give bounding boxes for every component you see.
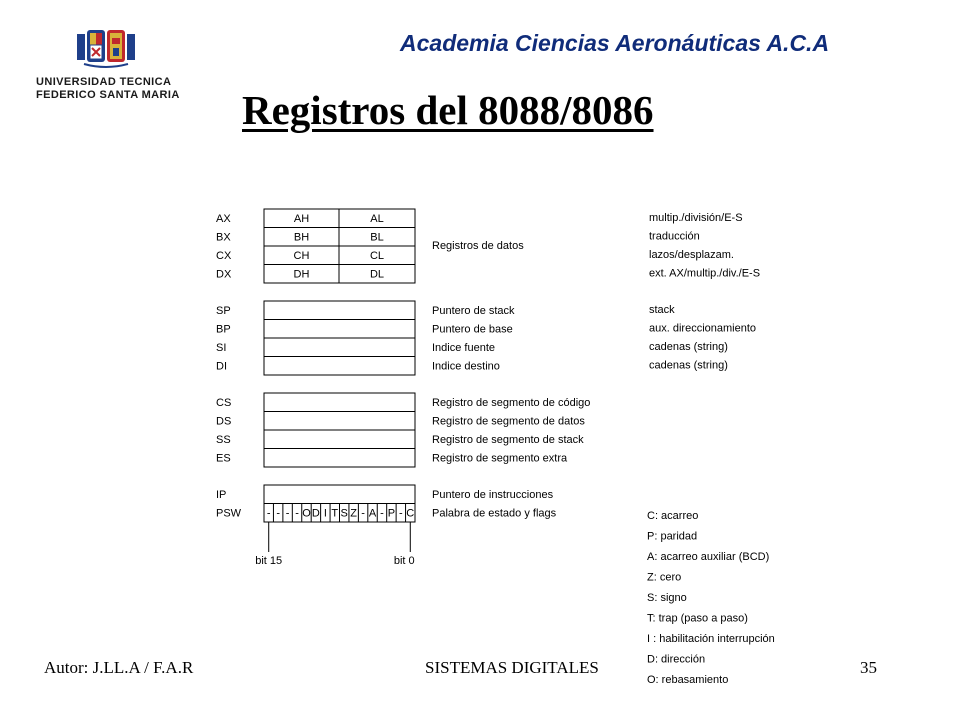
flag-legend-item: P: paridad bbox=[647, 530, 698, 543]
register-use: aux. direccionamiento bbox=[649, 322, 757, 335]
register-low-byte: AL bbox=[370, 213, 384, 225]
psw-bit-label: S bbox=[340, 507, 348, 520]
register-description: Registro de segmento de datos bbox=[432, 415, 585, 428]
psw-bit-label: Z bbox=[350, 507, 358, 520]
flag-legend-item: O: rebasamiento bbox=[647, 674, 729, 686]
flag-legend-item: S: signo bbox=[647, 592, 687, 604]
footer-page-number: 35 bbox=[860, 658, 877, 677]
flag-legend-item: Z: cero bbox=[647, 571, 682, 584]
register-high-byte: AH bbox=[293, 213, 310, 225]
register-use: stack bbox=[649, 304, 675, 316]
bit15-label: bit 15 bbox=[255, 555, 283, 567]
psw-bit-label: D bbox=[311, 507, 320, 520]
psw-bit-label: C bbox=[406, 507, 415, 520]
flag-legend-item: T: trap (paso a paso) bbox=[647, 612, 748, 625]
register-description: Registro de segmento de stack bbox=[432, 434, 584, 446]
footer-author: Autor: J.LL.A / F.A.R bbox=[44, 658, 194, 677]
register-low-byte: CL bbox=[369, 250, 385, 262]
register-name: BX bbox=[216, 231, 231, 244]
psw-bit-label: A bbox=[368, 507, 377, 520]
register-high-byte: DH bbox=[293, 268, 310, 281]
data-registers-label: Registros de datos bbox=[432, 240, 524, 252]
psw-bit-label: I bbox=[323, 507, 327, 520]
register-name: SP bbox=[216, 305, 231, 317]
register-name: SS bbox=[216, 434, 231, 446]
psw-bit-label: - bbox=[276, 507, 280, 520]
register-name: PSW bbox=[216, 507, 242, 520]
register-description: Registro de segmento de código bbox=[432, 397, 591, 409]
register-use: traducción bbox=[649, 230, 700, 243]
register-name: AX bbox=[216, 213, 231, 225]
register-name: ES bbox=[216, 452, 231, 465]
psw-bit-label: T bbox=[331, 507, 339, 520]
register-name: CS bbox=[216, 397, 232, 409]
flag-legend-item: A: acarreo auxiliar (BCD) bbox=[647, 551, 770, 563]
footer-course: SISTEMAS DIGITALES bbox=[425, 658, 599, 677]
register-name: DS bbox=[216, 415, 232, 428]
psw-bit-label: - bbox=[380, 507, 384, 520]
register-description: Puntero de stack bbox=[432, 305, 515, 317]
flag-legend-item: I : habilitación interrupción bbox=[647, 633, 775, 645]
register-name: DX bbox=[216, 268, 232, 281]
register-description: Indice destino bbox=[432, 360, 500, 373]
university-name-line2: FEDERICO SANTA MARIA bbox=[36, 89, 180, 101]
register-low-byte: DL bbox=[369, 268, 385, 281]
register-low-byte: BL bbox=[370, 231, 384, 244]
register-grid bbox=[264, 209, 415, 552]
register-name: DI bbox=[216, 360, 227, 373]
psw-bit-label: - bbox=[285, 507, 290, 520]
register-use: lazos/desplazam. bbox=[649, 249, 734, 261]
register-name: SI bbox=[216, 342, 227, 354]
register-name: BP bbox=[216, 323, 231, 336]
register-description: Puntero de instrucciones bbox=[432, 489, 554, 501]
slide-title: Registros del 8088/8086 bbox=[242, 87, 654, 133]
psw-bit-label: - bbox=[361, 507, 365, 520]
psw-bit-label: O bbox=[302, 507, 311, 520]
flag-legend-item: D: dirección bbox=[647, 653, 706, 666]
register-use: multip./división/E-S bbox=[649, 212, 743, 224]
register-description: Indice fuente bbox=[432, 342, 495, 354]
register-name: IP bbox=[216, 489, 227, 501]
register-name: CX bbox=[216, 250, 232, 262]
register-high-byte: BH bbox=[293, 231, 310, 244]
psw-bit-label: - bbox=[399, 507, 403, 520]
bit0-label: bit 0 bbox=[393, 555, 415, 567]
register-use: cadenas (string) bbox=[649, 359, 728, 372]
register-description: Registro de segmento extra bbox=[432, 452, 568, 465]
register-description: Puntero de base bbox=[432, 323, 513, 336]
university-name-line1: UNIVERSIDAD TECNICA bbox=[36, 76, 172, 88]
register-use: cadenas (string) bbox=[649, 341, 728, 353]
flag-legend-item: C: acarreo bbox=[647, 510, 699, 522]
register-description: Palabra de estado y flags bbox=[432, 507, 557, 520]
psw-bit-label: - bbox=[266, 507, 271, 520]
register-use: ext. AX/multip./div./E-S bbox=[649, 267, 761, 280]
psw-bit-label: P bbox=[387, 507, 396, 520]
psw-bit-label: - bbox=[295, 507, 299, 520]
register-high-byte: CH bbox=[293, 250, 310, 262]
academy-header: Academia Ciencias Aeronáuticas A.C.A bbox=[400, 30, 830, 56]
